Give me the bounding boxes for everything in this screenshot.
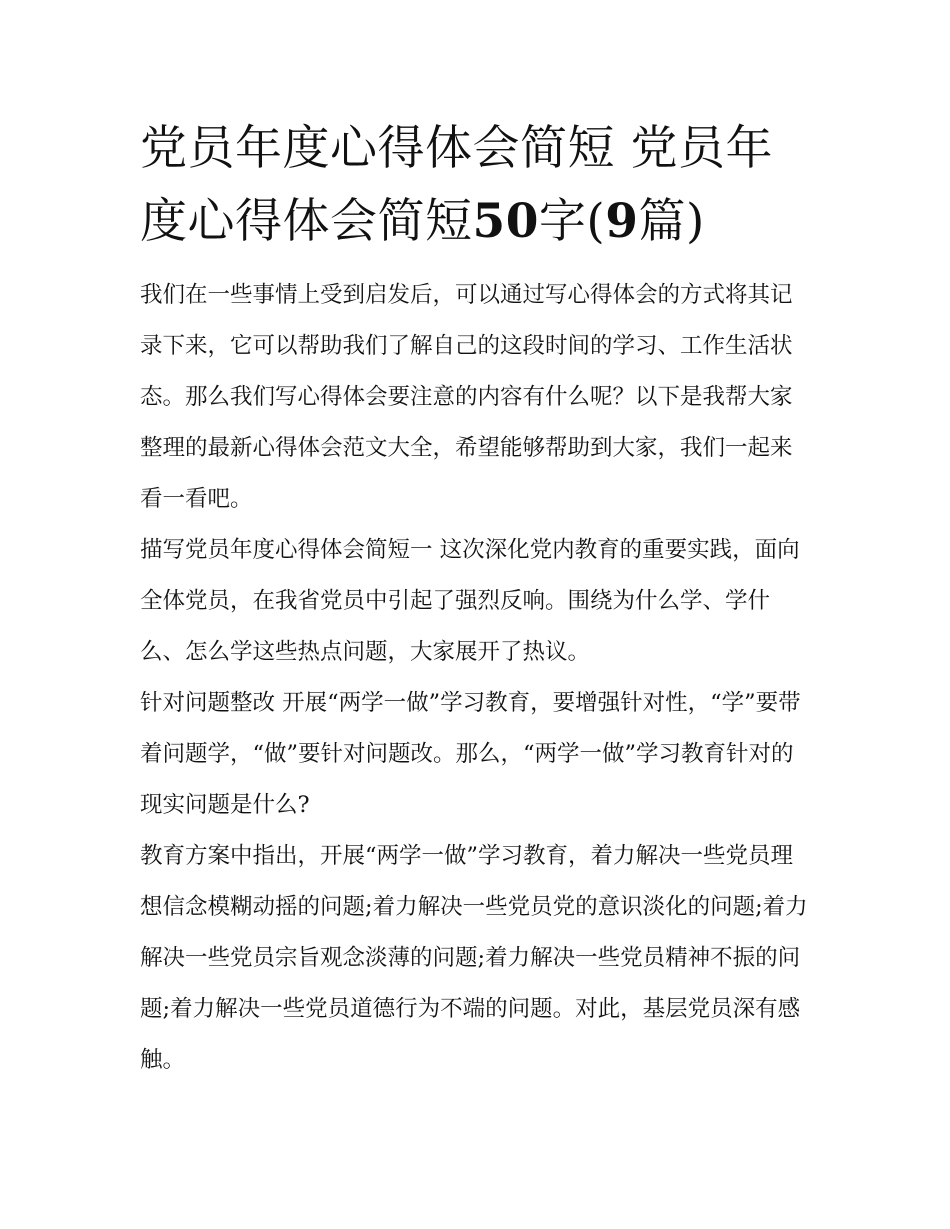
body-paragraph: 教育方案中指出，开展“两学一做”学习教育，着力解决一些党员理想信念模糊动摇的问题;着力解决一些党员党的意识淡化的问题;着力解决一些党员宗旨观念淡薄的问题;着力解决一些党员精神不振的问题;着力解决一些党员道德行为不端的问题。对此，基层党员深有感触。 bbox=[140, 843, 808, 1073]
title-suffix: 字( bbox=[538, 194, 606, 249]
title-text: 党员年度心得体会简短 党员年度心得体会简短 bbox=[140, 121, 773, 249]
title-end: 篇) bbox=[638, 194, 705, 249]
document-body bbox=[140, 270, 812, 1086]
title-count: 9 bbox=[605, 194, 639, 249]
body-paragraph: 描写党员年度心得体会简短一 这次深化党内教育的重要实践，面向全体党员，在我省党员中引起了强烈反响。围绕为什么学、学什么、怎么学这些热点问题，大家展开了热议。 bbox=[140, 537, 800, 665]
document-title bbox=[140, 112, 812, 258]
title-number: 50 bbox=[472, 194, 539, 249]
document-content bbox=[140, 112, 812, 1086]
intro-paragraph: 我们在一些事情上受到启发后，可以通过写心得体会的方式将其记录下来，它可以帮助我们了解自己的这段时间的学习、工作生活状态。那么我们写心得体会要注意的内容有什么呢？以下是我帮大家整理的最新心得体会范文大全，希望能够帮助到大家，我们一起来看一看吧。 bbox=[140, 282, 793, 512]
body-paragraph: 针对问题整改 开展“两学一做”学习教育，要增强针对性，“学”要带着问题学，“做”要针对问题改。那么，“两学一做”学习教育针对的现实问题是什么? bbox=[140, 690, 801, 818]
